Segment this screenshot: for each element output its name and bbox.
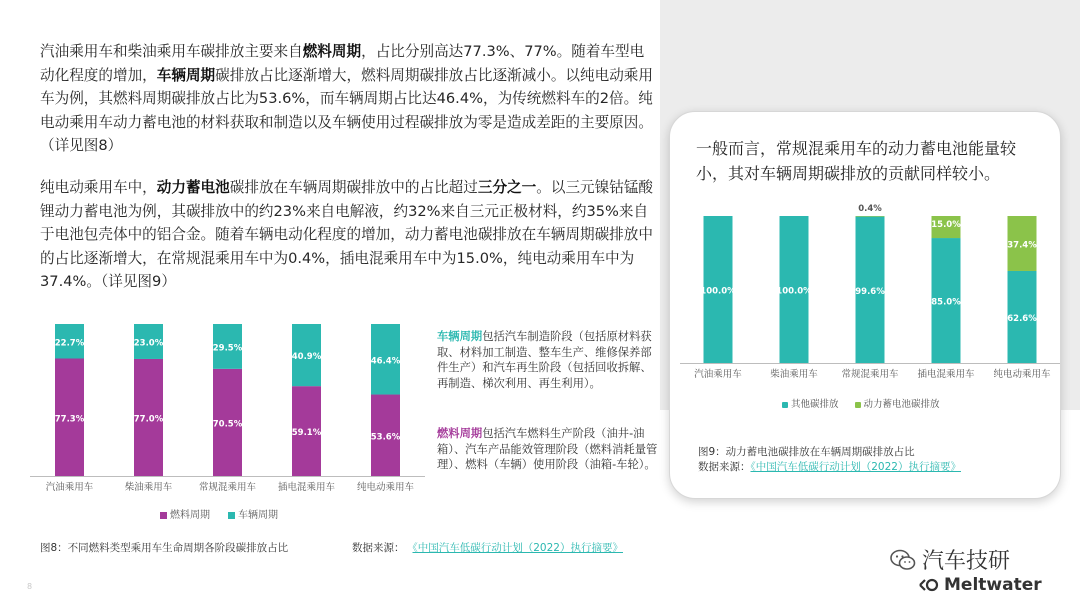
figure9-stacked-bar-chart [680, 198, 1060, 393]
definition-vehicle-cycle: 车辆周期包括汽车制造阶段（包括原材料获取、材料加工制造、整车生产、维修保养部件生产）和汽车再生阶段（包括回收拆解、再制造、梯次利用、再生利用）。 [437, 330, 652, 390]
data-label-1-3: 70.5% [212, 419, 243, 430]
data-label-2-3: 29.5% [212, 343, 243, 354]
data-label-2-2: 23.0% [133, 338, 164, 349]
account-name: 汽车技研 [922, 549, 1011, 574]
definition-fuel-cycle: 燃料周期包括汽车燃料生产阶段（油井-油箱）、汽车产品能效管理阶段（燃料消耗量管理）、燃料（车辆）使用阶段（油箱-车轮）。 [437, 427, 658, 471]
x-tick-label-1: 汽油乘用车 [45, 482, 94, 493]
wechat-icon [890, 549, 916, 571]
data-label-2-5: 37.4% [1007, 240, 1037, 251]
data-label-2-4: 40.9% [291, 352, 322, 363]
legend-item-vehicle-cycle: 车辆周期 [228, 506, 278, 521]
figure8-caption: 图8：不同燃料类型乘用车生命周期各阶段碳排放占比 [40, 542, 289, 554]
card-title: 一般而言，常规混乘用车的动力蓄电池能量较小，其对车辆周期碳排放的贡献同样较小。 [696, 139, 1017, 183]
figure8-legend [160, 506, 278, 521]
meltwater-logo: Meltwater [918, 575, 1065, 595]
meltwater-icon [918, 578, 940, 592]
wechat-account [890, 544, 1065, 575]
x-tick-label-3: 常规混乘用车 [198, 482, 257, 493]
figure9-source-link[interactable]: 《中国汽车低碳行动计划（2022）执行摘要》 [750, 461, 961, 473]
x-tick-label-5: 纯电动乘用车 [993, 369, 1051, 380]
data-label-1-4: 85.0% [931, 297, 961, 308]
figure8-source: 数据来源： 《中国汽车低碳行动计划（2022）执行摘要》 [352, 542, 623, 554]
x-tick-label-3: 常规混乘用车 [841, 369, 899, 380]
paragraph-battery: 纯电动乘用车中，动力蓄电池碳排放在车辆周期碳排放中的占比超过三分之一。以三元镍钴锰酸锂动力蓄电池为例，其碳排放中的约23%来自电解液，约32%来自三元正极材料，约35%来自于电池包壳体中的铝合金。随着车辆电动化程度的增加，动力蓄电池碳排放在车辆周期碳排放中的占比逐渐增大，在常规混乘用车中为0.4%，插电混乘用车中为15.0%，纯电动乘用车中为37.4%。（详见图9） [40, 179, 654, 291]
data-label-2-1: 22.7% [54, 338, 85, 349]
data-label-1-2: 100.0% [776, 286, 812, 297]
x-tick-label-4: 插电混乘用车 [917, 369, 975, 380]
data-label-1-4: 59.1% [291, 428, 322, 439]
data-label-2-3: 0.4% [858, 204, 882, 214]
data-label-1-5: 53.6% [370, 432, 401, 443]
legend-item-other-emissions: 其他碳排放 [782, 396, 839, 410]
data-label-2-4: 15.0% [931, 220, 961, 230]
x-tick-label-5: 纯电动乘用车 [356, 482, 415, 493]
legend-item-battery-emissions: 动力蓄电池碳排放 [855, 396, 940, 410]
x-tick-label-4: 插电混乘用车 [277, 482, 336, 493]
figure9-card [669, 111, 1061, 499]
data-label-2-5: 46.4% [370, 356, 401, 367]
data-label-1-5: 62.6% [1007, 313, 1037, 324]
data-label-1-1: 77.3% [54, 414, 85, 425]
brand-logo [890, 544, 1065, 594]
data-label-1-1: 100.0% [700, 286, 736, 297]
data-label-1-3: 99.6% [855, 286, 885, 297]
figure9-caption: 图9：动力蓄电池碳排放在车辆周期碳排放占比 数据来源：《中国汽车低碳行动计划（2022）执行摘要》 [698, 446, 961, 473]
paragraph-fuel-vehicle-cycle: 汽油乘用车和柴油乘用车碳排放主要来自燃料周期，占比分别高达77.3%、77%。随着车型电动化程度的增加，车辆周期碳排放占比逐渐增大，燃料周期碳排放占比逐渐减小。以纯电动乘用车为例，其燃料周期碳排放占比为53.6%，而车辆周期占比达46.4%，为传统燃料车的2倍。纯电动乘用车动力蓄电池的材料获取和制造以及车辆使用过程碳排放为零是造成差距的主要原因。（详见图8） [40, 43, 653, 155]
x-tick-label-1: 汽油乘用车 [694, 369, 742, 380]
figure8-source-link[interactable]: 《中国汽车低碳行动计划（2022）执行摘要》 [412, 542, 623, 554]
data-label-1-2: 77.0% [133, 414, 164, 425]
figure8-stacked-bar-chart [30, 318, 430, 504]
page-number: 8 [27, 582, 33, 591]
x-tick-label-2: 柴油乘用车 [124, 482, 173, 493]
x-tick-label-2: 柴油乘用车 [770, 369, 818, 380]
bar-2-3 [856, 216, 885, 217]
legend-item-fuel-cycle: 燃料周期 [160, 506, 210, 521]
figure9-legend [782, 396, 940, 410]
